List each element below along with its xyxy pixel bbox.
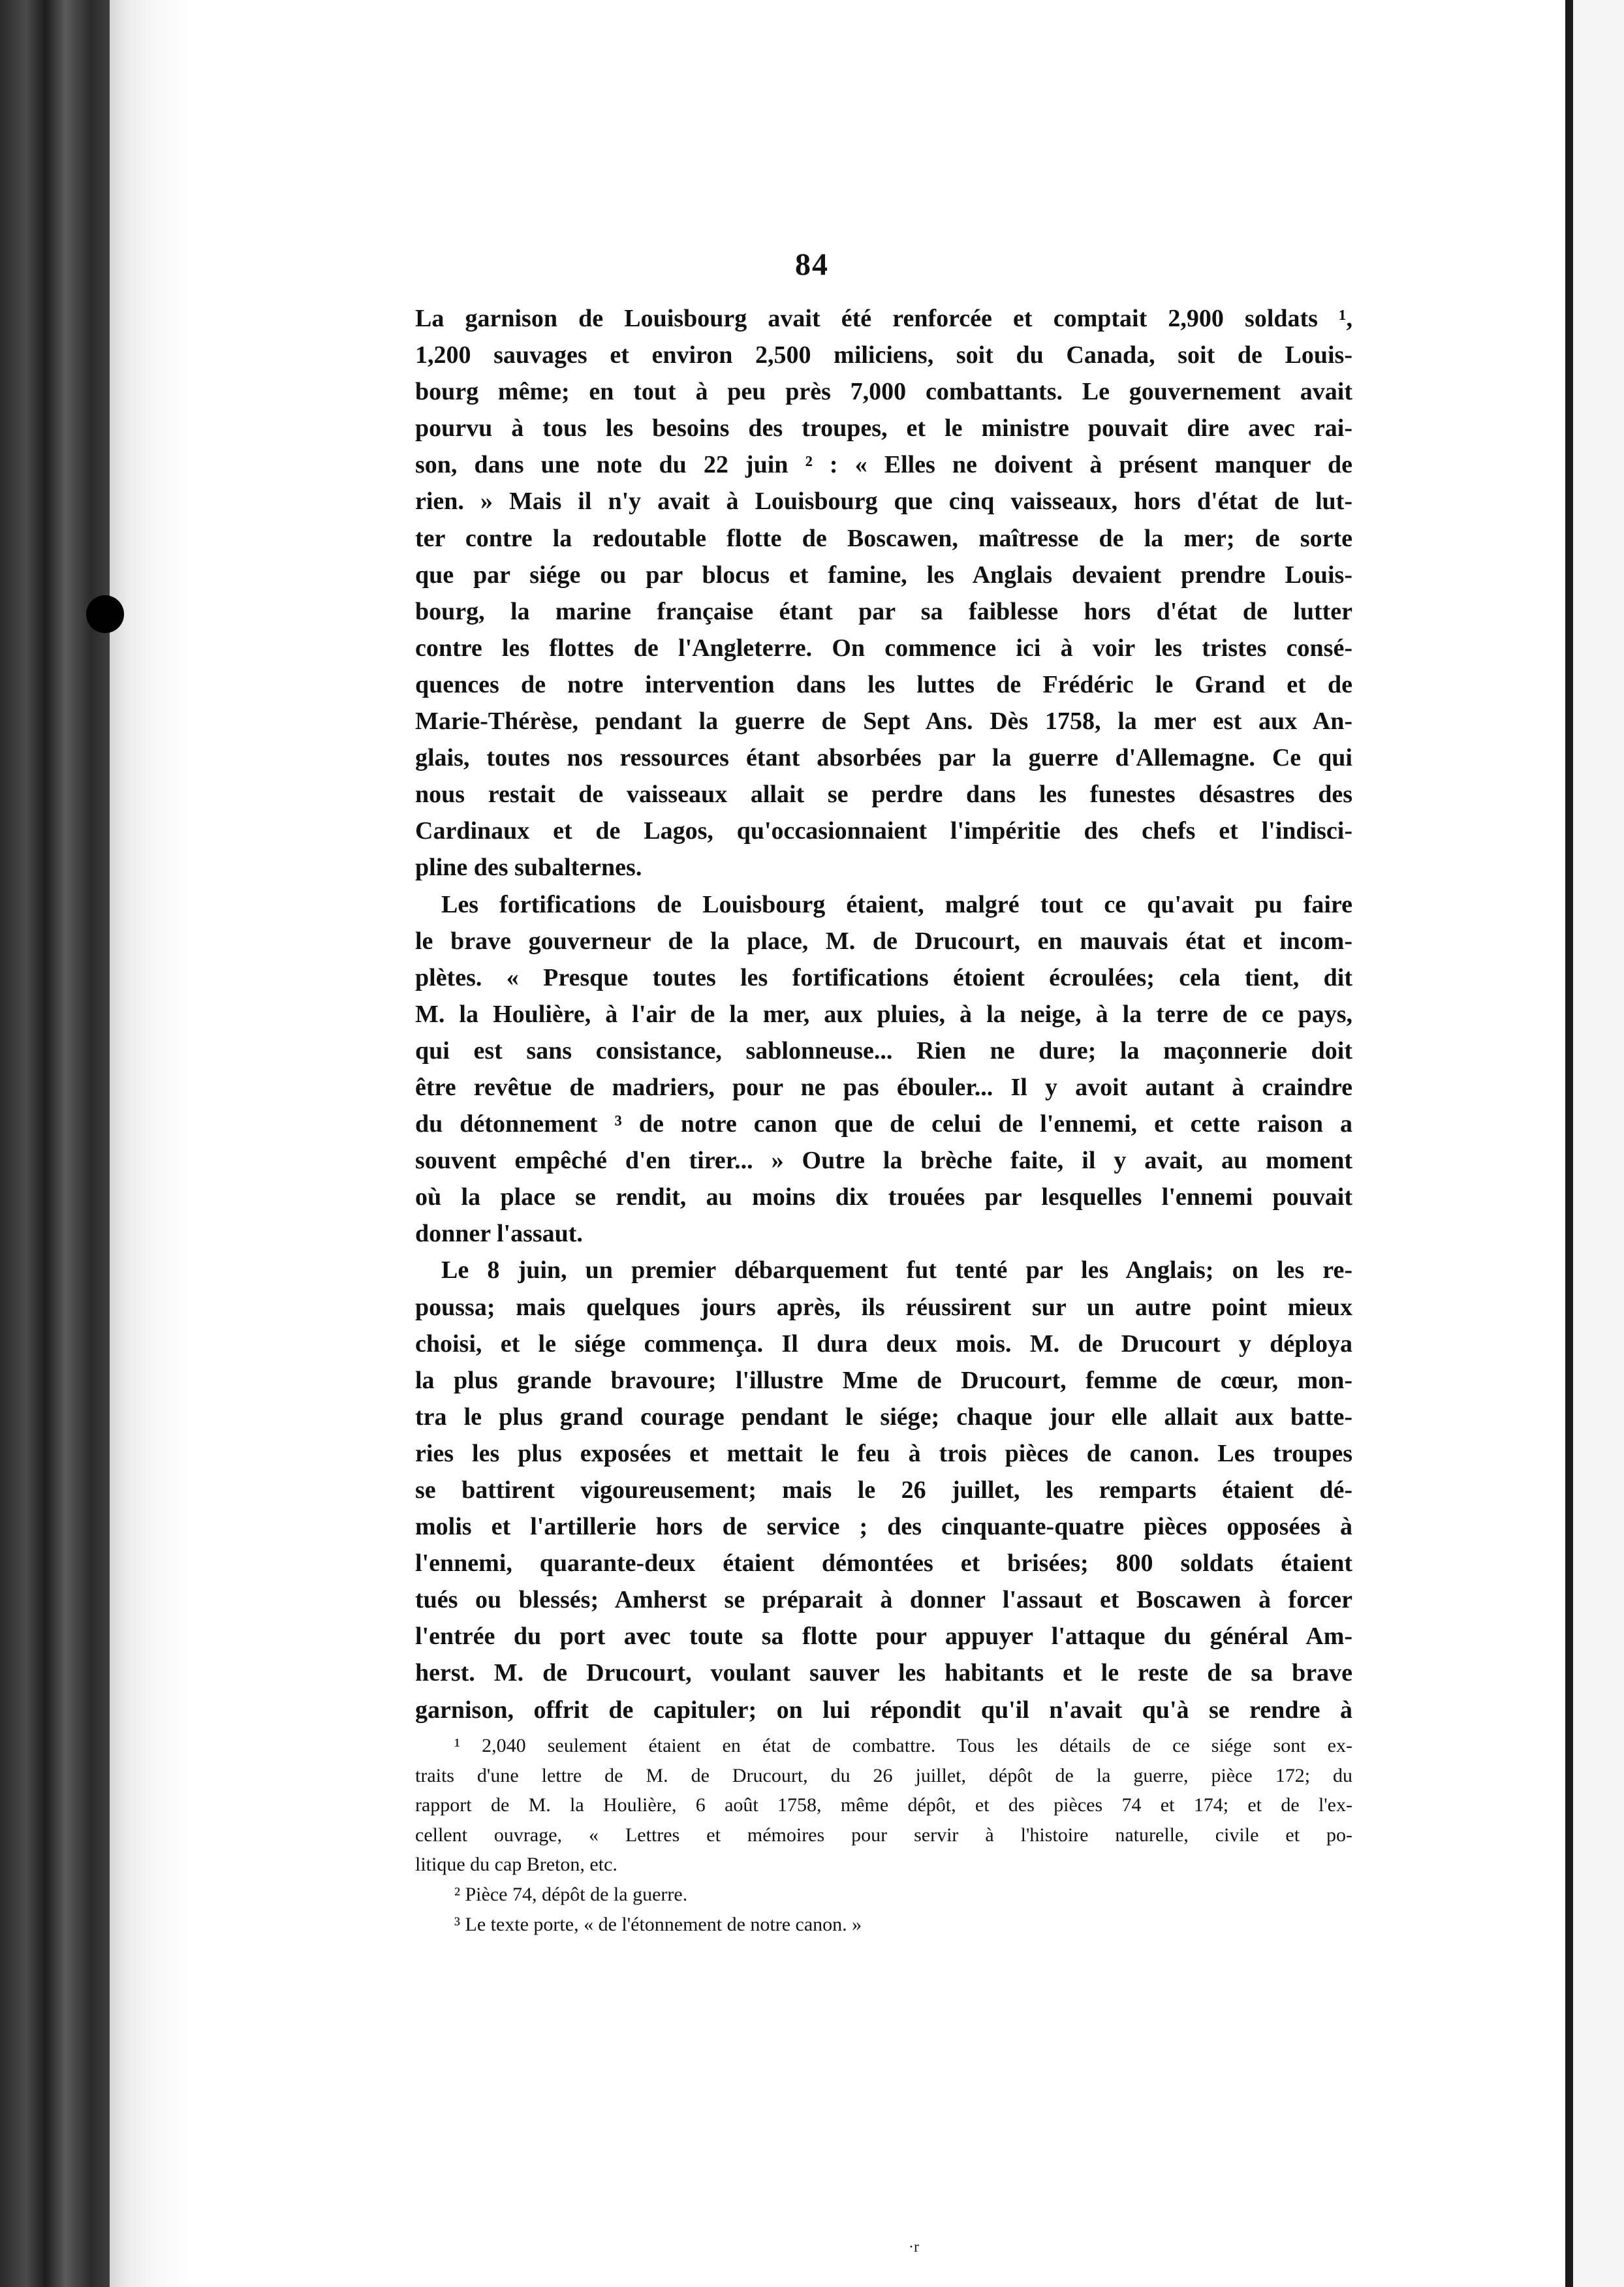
- text-line: son, dans une note du 22 juin ² : « Elles ne doivent à présent manquer de: [415, 451, 1352, 479]
- text-line: l'ennemi, quarante-deux étaient démontées et brisées; 800 soldats étaient: [415, 1549, 1352, 1578]
- page-gutter: [110, 0, 188, 2287]
- text-line: Le 8 juin, un premier débarquement fut tenté par les Anglais; on les re-: [441, 1256, 1352, 1284]
- text-line: Les fortifications de Louisbourg étaient, malgré tout ce qu'avait pu faire: [441, 890, 1352, 918]
- text-line: bourg, la marine française étant par sa faiblesse hors d'état de lutter: [415, 597, 1352, 625]
- text-line: la plus grande bravoure; l'illustre Mme de Drucourt, femme de cœur, mon-: [415, 1366, 1352, 1394]
- text-line: M. la Houlière, à l'air de la mer, aux pluies, à la neige, à la terre de ce pays,: [415, 1000, 1352, 1028]
- text-line: se battirent vigoureusement; mais le 26 juillet, les remparts étaient dé-: [415, 1476, 1352, 1504]
- text-line: herst. M. de Drucourt, voulant sauver les habitants et le reste de sa brave: [415, 1659, 1352, 1687]
- footnote-line: litique du cap Breton, etc.: [415, 1854, 617, 1876]
- footnotes: [415, 1731, 1352, 1939]
- text-line: pline des subalternes.: [415, 854, 642, 882]
- text-line: rien. » Mais il n'y avait à Louisbourg que cinq vaisseaux, hors d'état de lut-: [415, 488, 1352, 516]
- text-line: que par siége ou par blocus et famine, les Anglais devaient prendre Louis-: [415, 561, 1352, 589]
- footnote-line: ¹ 2,040 seulement étaient en état de combattre. Tous les détails de ce siége sont ex-: [454, 1735, 1352, 1756]
- text-line: tués ou blessés; Amherst se préparait à donner l'assaut et Boscawen à forcer: [415, 1586, 1352, 1614]
- text-line: ter contre la redoutable flotte de Boscawen, maîtresse de la mer; de sorte: [415, 524, 1352, 552]
- footnote-line: traits d'une lettre de M. de Drucourt, du 26 juillet, dépôt de la guerre, pièce 172; du: [415, 1764, 1352, 1786]
- binding-hole: [86, 595, 124, 633]
- text-line: ries les plus exposées et mettait le feu à trois pièces de canon. Les troupes: [415, 1439, 1352, 1467]
- footnote-line: ² Pièce 74, dépôt de la guerre.: [454, 1883, 688, 1905]
- text-line: qui est sans consistance, sablonneuse... Rien ne dure; la maçonnerie doit: [415, 1036, 1352, 1065]
- right-page-edge: [1565, 0, 1573, 2287]
- body-text: [415, 300, 1352, 1728]
- text-line: pourvu à tous les besoins des troupes, et le ministre pouvait dire avec rai-: [415, 414, 1352, 443]
- page-number: 84: [795, 247, 829, 282]
- text-line: molis et l'artillerie hors de service ; des cinquante-quatre pièces opposées à: [415, 1513, 1352, 1541]
- text-line: Cardinaux et de Lagos, qu'occasionnaient l'impéritie des chefs et l'indisci-: [415, 817, 1352, 845]
- text-line: garnison, offrit de capituler; on lui répondit qu'il n'avait qu'à se rendre à: [415, 1696, 1352, 1724]
- text-line: nous restait de vaisseaux allait se perdre dans les funestes désastres des: [415, 781, 1352, 809]
- text-line: contre les flottes de l'Angleterre. On commence ici à voir les tristes consé-: [415, 634, 1352, 662]
- text-line: quences de notre intervention dans les luttes de Frédéric le Grand et de: [415, 670, 1352, 698]
- bottom-mark: ·r: [909, 2239, 919, 2256]
- text-line: du détonnement ³ de notre canon que de celui de l'ennemi, et cette raison a: [415, 1110, 1352, 1138]
- footnote-line: ³ Le texte porte, « de l'étonnement de notre canon. »: [454, 1913, 862, 1935]
- text-line: l'entrée du port avec toute sa flotte pour appuyer l'attaque du général Am-: [415, 1623, 1352, 1651]
- book-spine-shadow: [0, 0, 110, 2287]
- text-line: donner l'assaut.: [415, 1220, 583, 1248]
- text-line: Marie-Thérèse, pendant la guerre de Sept Ans. Dès 1758, la mer est aux An-: [415, 708, 1352, 736]
- text-line: 1,200 sauvages et environ 2,500 miliciens, soit du Canada, soit de Louis-: [415, 341, 1352, 369]
- text-line: bourg même; en tout à peu près 7,000 combattants. Le gouvernement avait: [415, 378, 1352, 406]
- text-line: La garnison de Louisbourg avait été renforcée et comptait 2,900 soldats ¹,: [415, 305, 1352, 332]
- text-line: où la place se rendit, au moins dix trouées par lesquelles l'ennemi pouvait: [415, 1183, 1352, 1211]
- footnote-line: rapport de M. la Houlière, 6 août 1758, même dépôt, et des pièces 74 et 174; et de l'ex-: [415, 1794, 1352, 1816]
- text-line: souvent empêché d'en tirer... » Outre la brèche faite, il y avait, au moment: [415, 1147, 1352, 1175]
- text-line: poussa; mais quelques jours après, ils réussirent sur un autre point mieux: [415, 1293, 1352, 1321]
- text-line: plètes. « Presque toutes les fortifications étoient écroulées; cela tient, dit: [415, 963, 1352, 991]
- next-page-margin: [1573, 0, 1624, 2287]
- text-line: le brave gouverneur de la place, M. de Drucourt, en mauvais état et incom-: [415, 927, 1352, 955]
- footnote-line: cellent ouvrage, « Lettres et mémoires pour servir à l'histoire naturelle, civile et po-: [415, 1824, 1352, 1846]
- text-line: tra le plus grand courage pendant le siége; chaque jour elle allait aux batte-: [415, 1403, 1352, 1431]
- text-line: être revêtue de madriers, pour ne pas ébouler... Il y avoit autant à craindre: [415, 1073, 1352, 1101]
- text-line: glais, toutes nos ressources étant absorbées par la guerre d'Allemagne. Ce qui: [415, 744, 1352, 772]
- text-line: choisi, et le siége commença. Il dura deux mois. M. de Drucourt y déploya: [415, 1330, 1352, 1358]
